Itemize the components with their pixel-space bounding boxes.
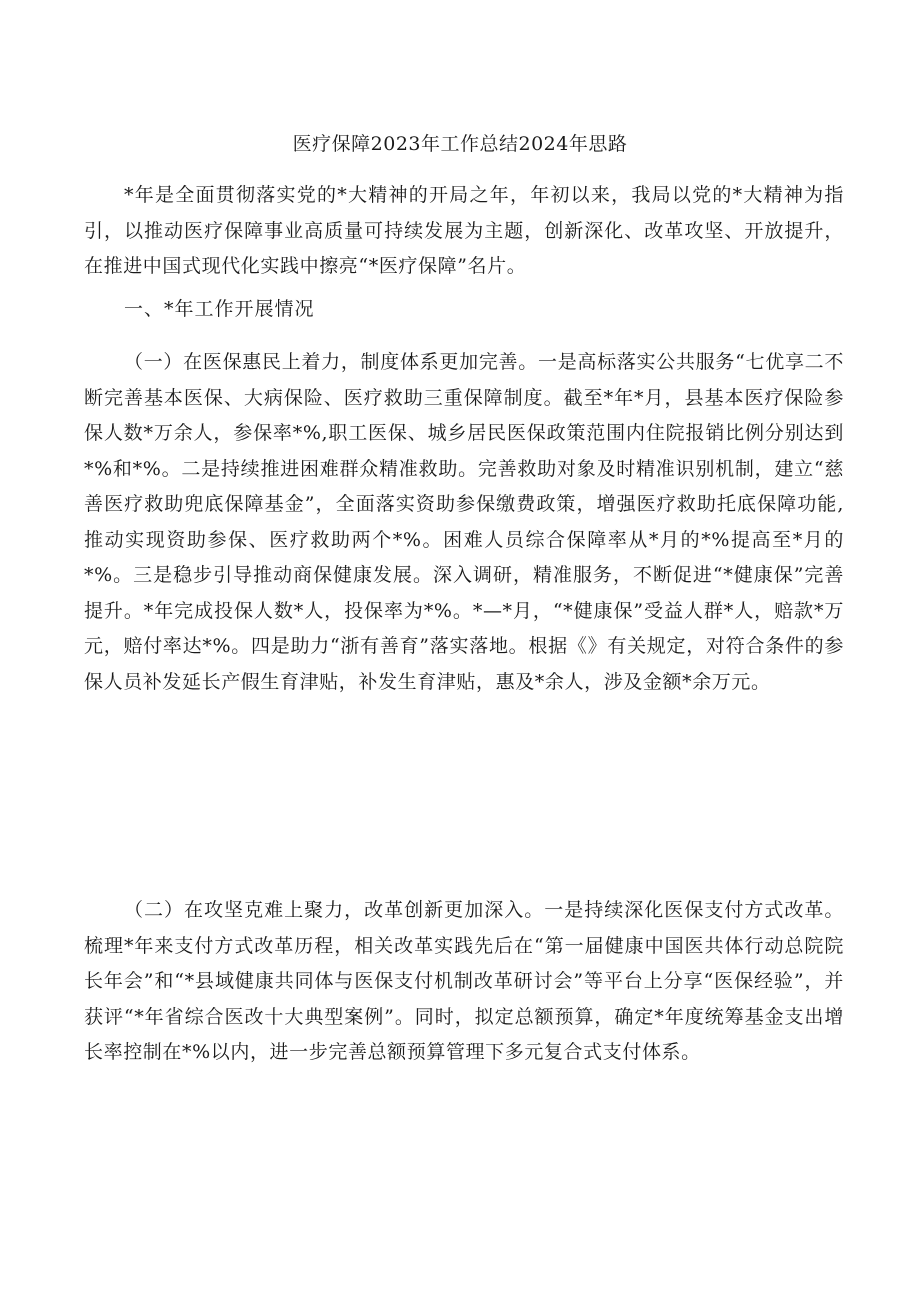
subsection-1-paragraph: （一）在医保惠民上着力，制度体系更加完善。一是高标落实公共服务“七优享二不断完善基本医保、大病保险、医疗救助三重保障制度。截至*年*月，县基本医疗保险参保人数*万余人，参保率*%,职工医保、城乡居民医保政策范围内住院报销比例分别达到*%和*%。二是持续推进困难群众精准救助。完善救助对象及时精准识别机制，建立“慈善医疗救助兜底保障基金”，全面落实资助参保缴费政策，增强医疗救助托底保障功能,推动实现资助参保、医疗救助两个*%。困难人员综合保障率从*月的*%提高至*月的*%。三是稳步引导推动商保健康发展。深入调研，精准服务，不断促进“*健康保”完善提升。*年完成投保人数*人，投保率为*%。*—*月，“*健康保”受益人群*人，赔款*万元，赔付率达*%。四是助力“浙有善育”落实落地。根据《》有关规定，对符合条件的参保人员补发延长产假生育津贴，补发生育津贴，惠及*余人，涉及金额*余万元。 xyxy=(84,351,844,693)
intro-paragraph: *年是全面贯彻落实党的*大精神的开局之年，年初以来，我局以党的*大精神为指引，以推动医疗保障事业高质量可持续发展为主题，创新深化、改革攻坚、开放提升，在推进中国式现代化实践中擦亮“*医疗保障”名片。 xyxy=(84,184,844,277)
subsection-2-paragraph: （二）在攻坚克难上聚力，改革创新更加深入。一是持续深化医保支付方式改革。梳理*年来支付方式改革历程，相关改革实践先后在“第一届健康中国医共体行动总院院长年会”和“*县域健康共同体与医保支付机制改革研讨会”等平台上分享“医保经验”，并获评“*年省综合医改十大典型案例”。同时，拟定总额预算，确定*年度统筹基金支出增长率控制在*%以内，进一步完善总额预算管理下多元复合式支付体系。 xyxy=(84,899,844,1063)
section-heading: 一、*年工作开展情况 xyxy=(124,298,315,320)
document-title: 医疗保障2023年工作总结2024年思路 xyxy=(292,133,628,155)
